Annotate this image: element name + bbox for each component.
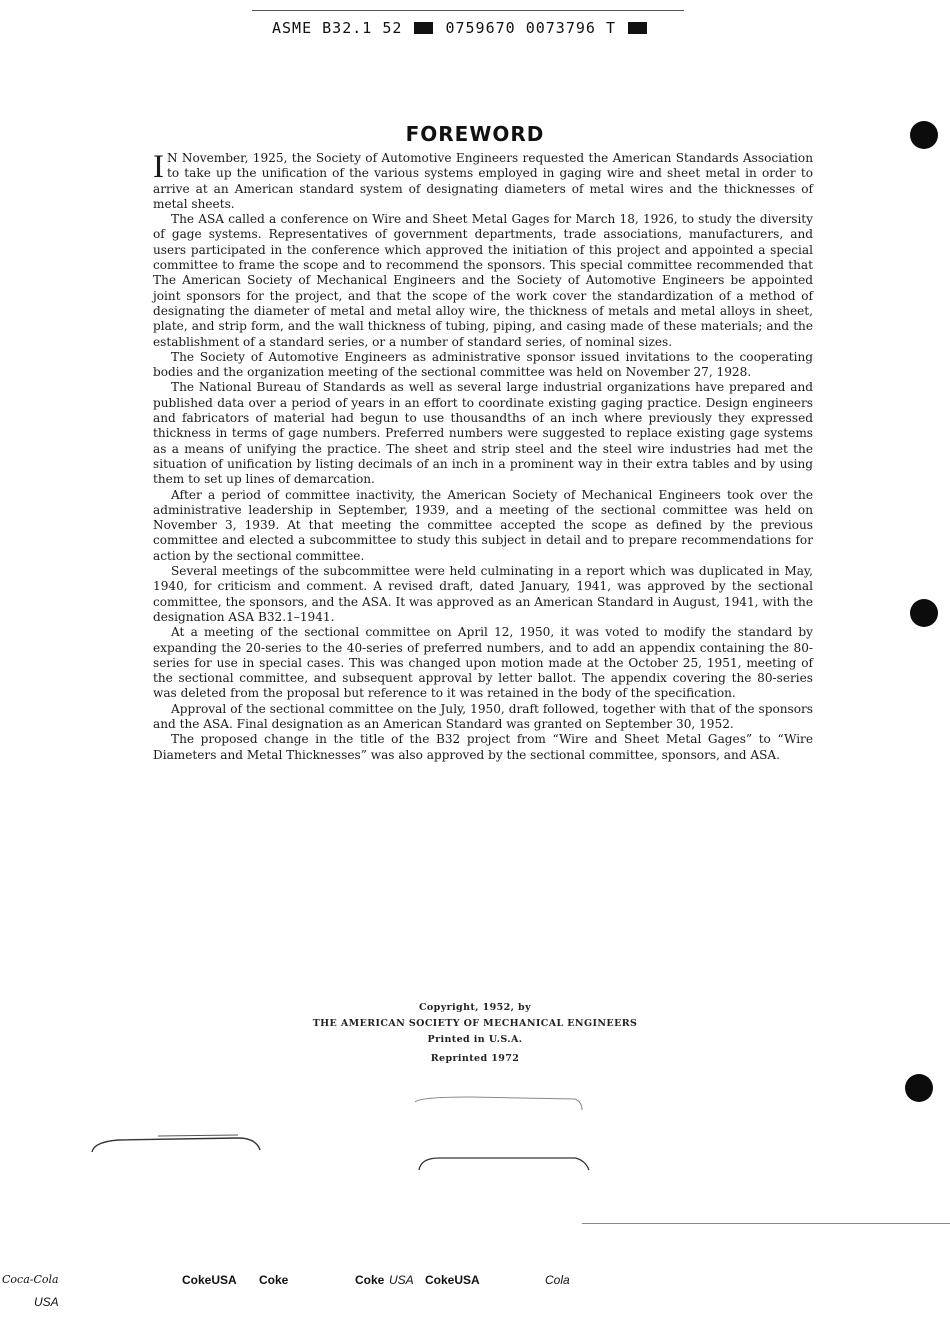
foreword-body (153, 151, 813, 763)
punch-hole (910, 599, 938, 627)
document-code: ASME B32.1 52 (272, 19, 403, 37)
paragraph: The ASA called a conference on Wire and Sheet Metal Gages for March 18, 1926, to study the diversity of gage systems. Representatives of government departments, trade associations, manufacturers, and users participated in the conference which approved the initiation of this project and appointed a special committee to frame the scope and to recommend the sponsors. This special committee recommended that The American Society of Mechanical Engineers and the Society of Automotive Engineers be appointed joint sponsors for the project, and that the scope of the work cover the standardization of a method of designating the diameter of metal and metal alloy wire, the thickness of metals and metal alloys in sheet, plate, and strip form, and the wall thickness of tubing, piping, and casing made of these materials; and the establishment of a standard series, or a number of standard series, of nominal sizes. (153, 212, 813, 349)
redaction-block (628, 22, 647, 34)
redaction-block (414, 22, 433, 34)
paragraph: The Society of Automotive Engineers as administrative sponsor issued invitations to the cooperating bodies and the organization meeting of the sectional committee was held on November 27, 1928. (153, 349, 813, 380)
footer-text: USA (34, 1295, 59, 1309)
punch-hole (910, 121, 938, 149)
copyright-line: Copyright, 1952, by (418, 1002, 532, 1013)
punch-hole (905, 1074, 933, 1102)
footer-text: Cola (545, 1273, 570, 1287)
copyright-block (0, 1000, 950, 1067)
paragraph (153, 151, 813, 212)
paragraph: The proposed change in the title of the B32 project from “Wire and Sheet Metal Gages” to “Wire Diameters and Metal Thicknesses” was also approved by the sectional committee, sponsors, and ASA. (153, 732, 813, 762)
paragraph: At a meeting of the sectional committee on April 12, 1950, it was voted to modify the standard by expanding the 20-series to the 40-series of preferred numbers, and to add an appendix containing the 80-series for use in special cases. This was changed upon motion made at the October 25, 1951, meeting of the sectional committee, and subsequent approval by letter ballot. The appendix covering the 80-series was deleted from the proposal but reference to it was retained in the body of the specification. (153, 625, 813, 701)
paragraph: Approval of the sectional committee on the July, 1950, draft followed, together with that of the sponsors and the ASA. Final designation as an American Standard was granted on September 30, 1952. (153, 701, 813, 731)
drop-cap: I (153, 149, 164, 185)
footer-text: CokeUSA (425, 1273, 480, 1287)
footer-text: Coke (355, 1273, 385, 1287)
paragraph-text: N November, 1925, the Society of Automotive Engineers requested the American Standards Association to take up the unification of the various systems employed in gaging wire and sheet metal in order to arrive at an American standard system of designating diameters of metal wires and the thicknesses of metal sheets. (153, 151, 813, 211)
bottom-rule (582, 1223, 950, 1224)
stamp-mark (415, 1152, 595, 1176)
document-code-header (272, 19, 649, 37)
top-rule (252, 10, 684, 11)
paragraph: The National Bureau of Standards as well as several large industrial organizations have prepared and published data over a period of years in an effort to coordinate existing gaging practice. Design engineers and fabricators of material had begun to use thousandths of an inch where previously they expressed thickness in terms of gage numbers. Preferred numbers were suggested to replace existing gage systems as a means of unifying the practice. The sheet and strip steel and the steel wire industries had met the situation of unification by listing decimals of an inch in a prominent way in their extra tables and by using them to set up lines of demarcation. (153, 380, 813, 487)
stamp-mark (88, 1130, 268, 1160)
footer-text: USA (389, 1273, 414, 1287)
brand-logo: Coca-Cola (2, 1273, 59, 1286)
publisher-line: THE AMERICAN SOCIETY OF MECHANICAL ENGINEERS (312, 1018, 638, 1029)
stamp-mark (410, 1094, 590, 1124)
page-title: FOREWORD (405, 122, 545, 146)
footer-text: CokeUSA (182, 1273, 237, 1287)
paragraph: After a period of committee inactivity, the American Society of Mechanical Engineers took over the administrative leadership in September, 1939, and a meeting of the sectional committee was held on November 3, 1939. At that meeting the committee accepted the scope as defined by the previous committee and elected a subcommittee to study this subject in detail and to prepare recommendations for action by the sectional committee. (153, 487, 813, 563)
footer-text: Coke (259, 1273, 289, 1287)
printed-line: Printed in U.S.A. (427, 1034, 523, 1045)
document-serial: 0759670 0073796 T (445, 19, 616, 37)
paragraph: Several meetings of the subcommittee were held culminating in a report which was duplicated in May, 1940, for criticism and comment. A revised draft, dated January, 1941, was approved by the sectional committee, the sponsors, and the ASA. It was approved as an American Standard in August, 1941, with the designation ASA B32.1–1941. (153, 564, 813, 624)
reprint-line: Reprinted 1972 (430, 1053, 520, 1064)
